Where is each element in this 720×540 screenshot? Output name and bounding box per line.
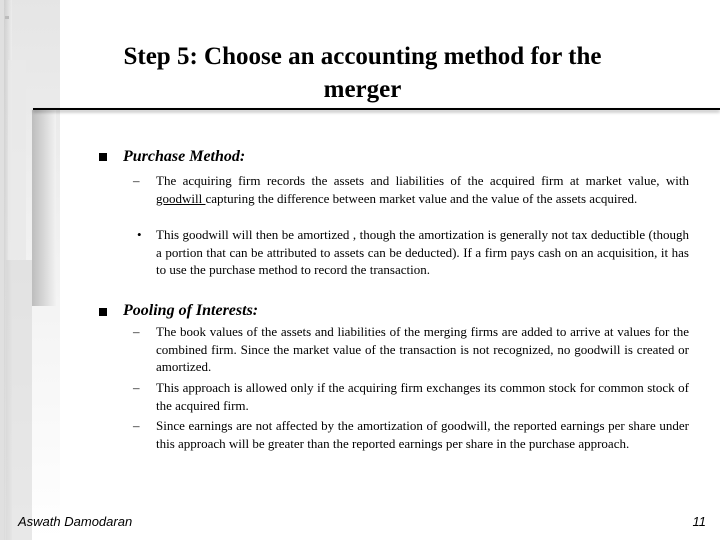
goodwill-term: goodwill: [156, 190, 206, 206]
pooling-point-2: This approach is allowed only if the acquiring firm exchanges its common stock for common stock of the acquired firm.: [156, 380, 689, 413]
bullet-square-icon: [99, 153, 107, 161]
point-text: capturing the difference between market value and the value of the assets acquired.: [205, 190, 638, 206]
bullet-square-icon: [99, 308, 107, 316]
slide-title-line-1: Step 5: Choose an accounting method for the: [123, 43, 602, 70]
pooling-point-1: The book values of the assets and liabilities of the merging firms are added to arrive at values for the combined firm. Since the market value of the transaction is not recognized, no goodwill is created or amortized.: [156, 324, 689, 374]
section-heading-pooling-of-interests: Pooling of Interests:: [123, 302, 259, 319]
page-number: 11: [692, 514, 706, 529]
title-divider: [33, 108, 720, 110]
dash-marker: –: [133, 418, 140, 433]
dash-marker: –: [133, 173, 140, 188]
slide-title-line-2: merger: [323, 76, 402, 103]
point-text: The acquiring firm records the assets and liabilities of the acquired firm at market value, with: [156, 173, 689, 188]
dash-marker: –: [133, 324, 140, 339]
dash-marker: –: [133, 380, 140, 395]
slide-title: [60, 40, 665, 106]
purchase-method-point-1: [156, 172, 689, 207]
slide-decoration: [0, 0, 60, 540]
purchase-method-point-2: This goodwill will then be amortized , though the amortization is generally not tax deductible (though a portion that can be attributed to assets can be deducted). If a firm pays cash on an acquisition, it has to use the purchase method to record the transaction.: [156, 227, 689, 277]
dot-marker: •: [137, 227, 142, 242]
section-heading-purchase-method: Purchase Method:: [123, 148, 246, 165]
pooling-point-3: Since earnings are not affected by the amortization of goodwill, the reported earnings per share under this approach will be greater than the reported earnings per share in the purchase approach.: [156, 418, 689, 451]
footer-author: Aswath Damodaran: [18, 514, 133, 529]
